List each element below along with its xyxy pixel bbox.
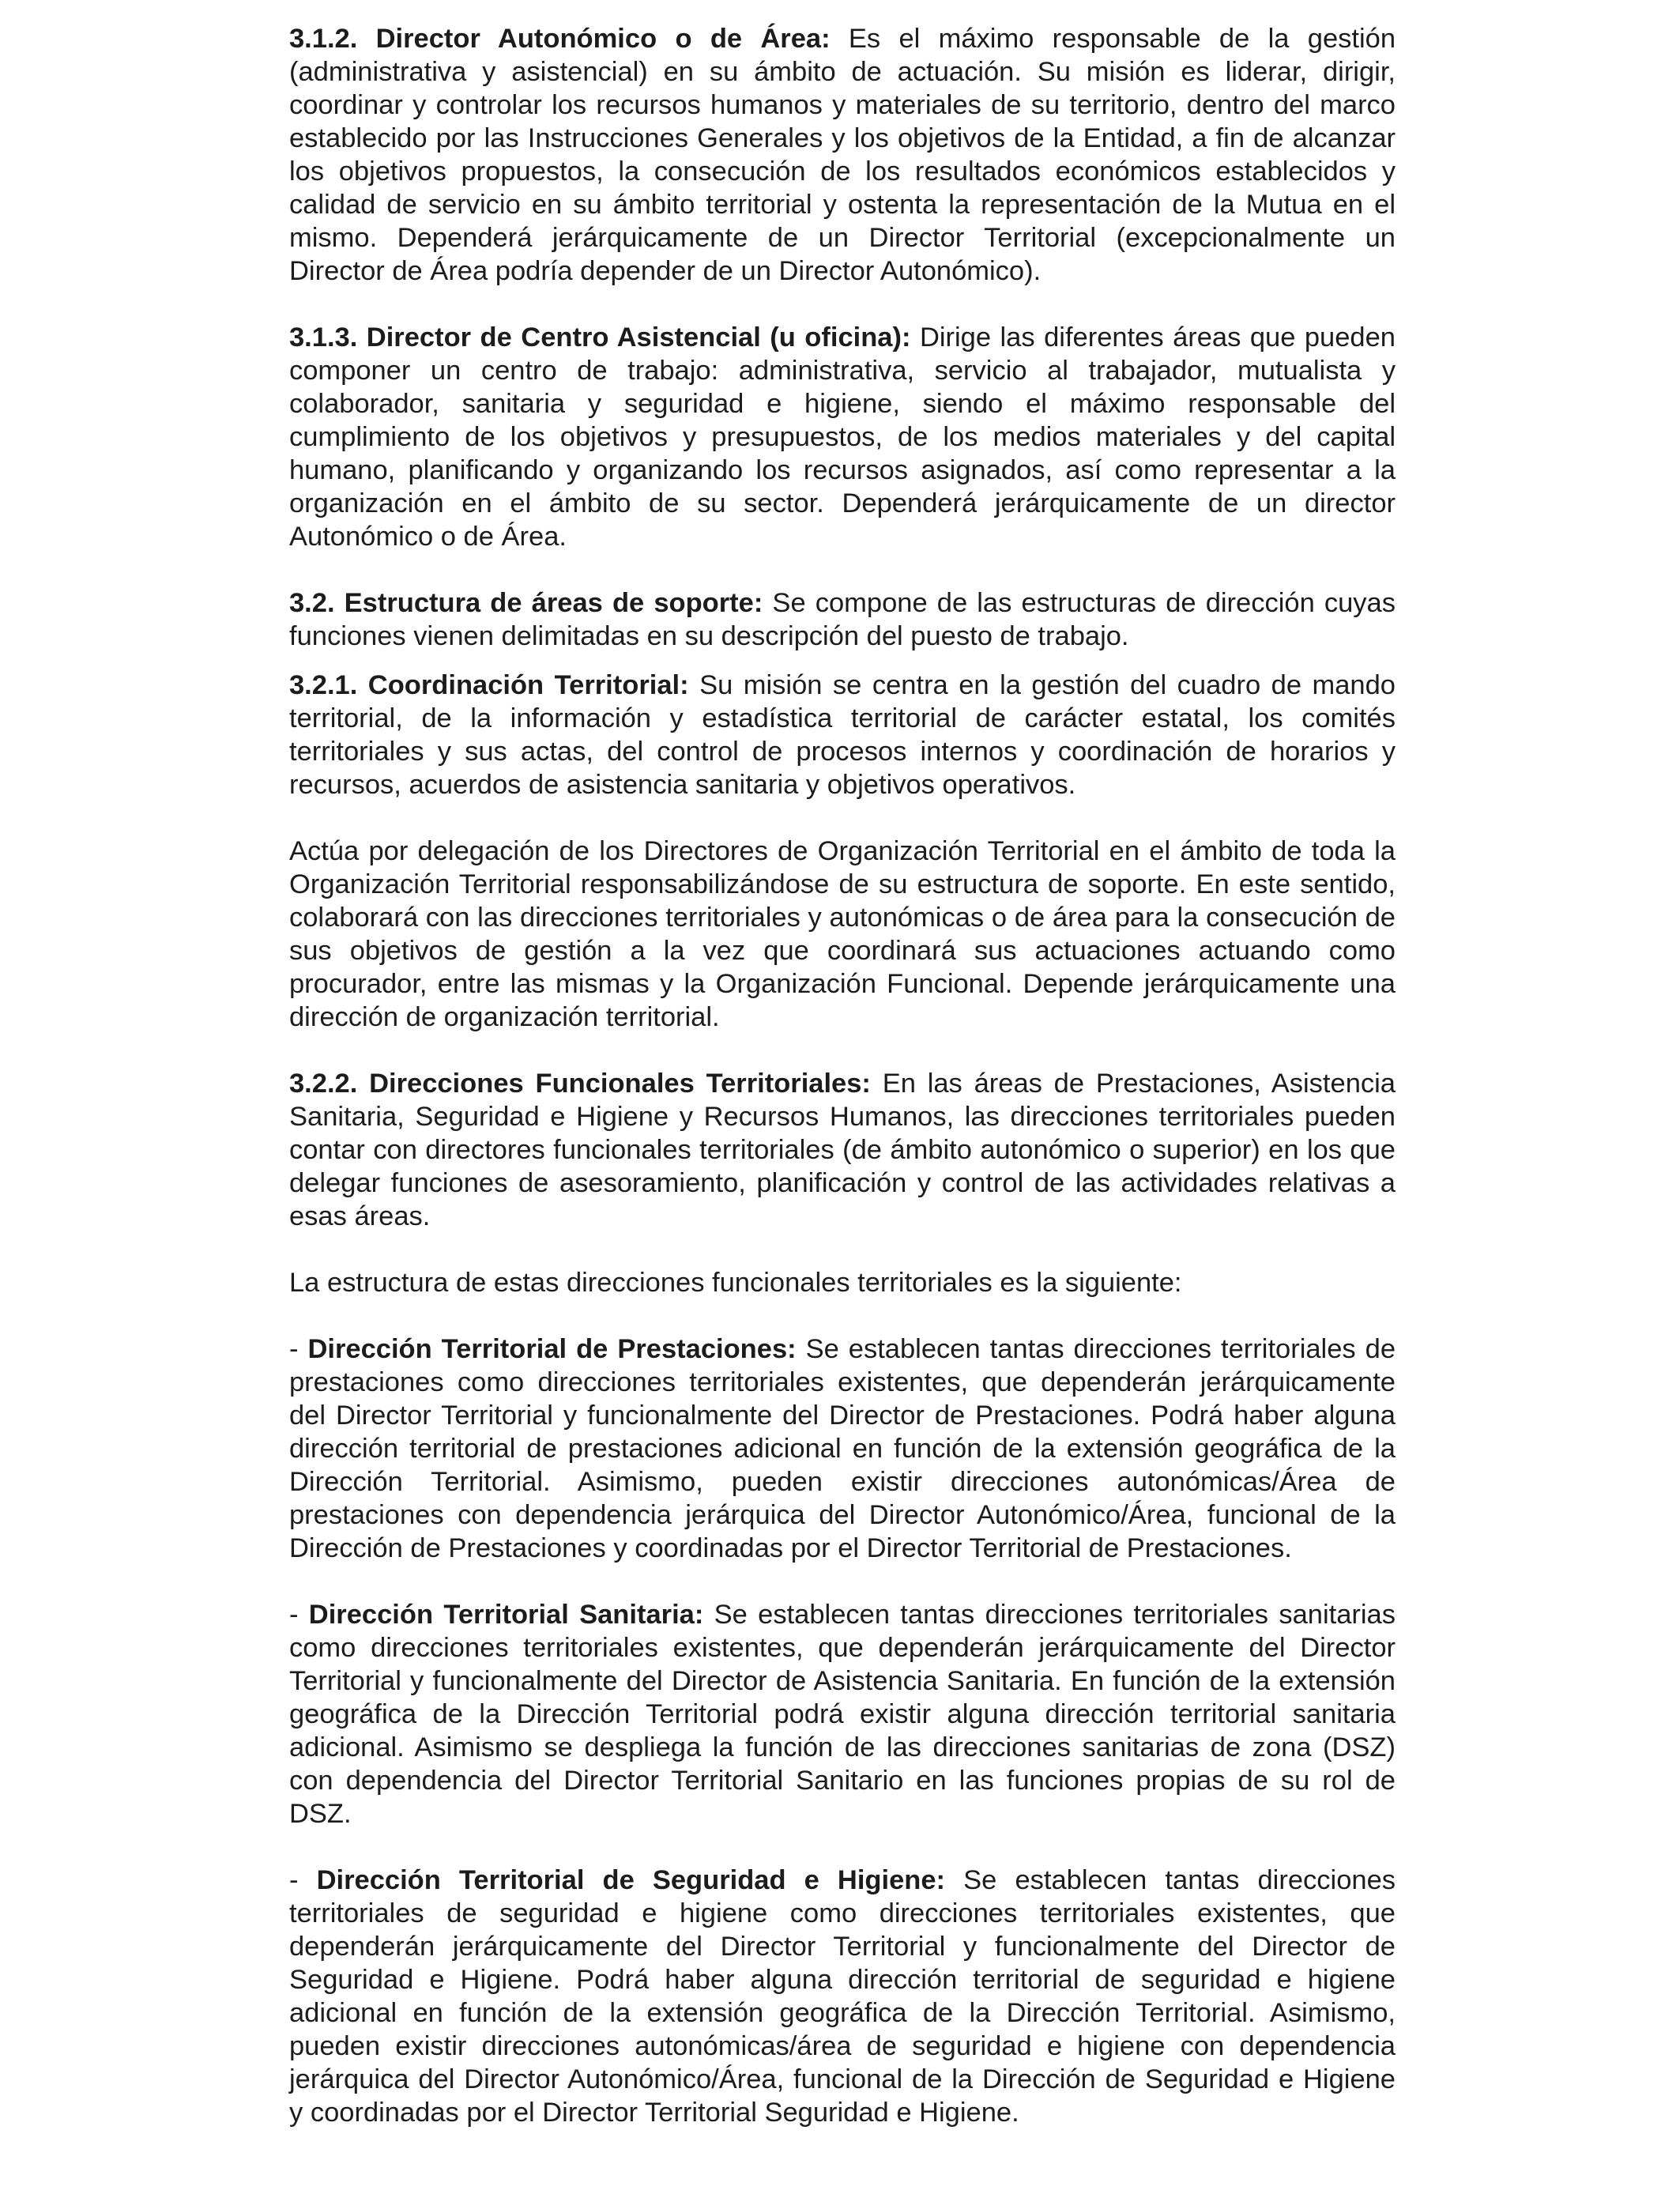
item-sanitaria: [289, 1598, 1396, 1830]
section-heading: 3.1.2. Director Autonómico o de Área:: [289, 24, 831, 54]
section-3-1-3: [289, 321, 1396, 553]
section-3-1-2: [289, 22, 1396, 288]
item-heading: Dirección Territorial Sanitaria:: [308, 1600, 704, 1630]
list-dash: -: [289, 1600, 309, 1630]
paragraph-estructura: [289, 1266, 1396, 1299]
item-body: Se establecen tantas direcciones territoriales sanitarias como direcciones territoriales existentes, que dependerán jerárquicamente del Director Territorial y funcionalmente del Director de Asistencia Sanitaria. En función de la extensión geográfica de la Dirección Territorial podrá existir alguna dirección territorial sanitaria adicional. Asimismo se despliega la función de las direcciones sanitarias de zona (DSZ) con dependencia del Director Territorial Sanitario en las funciones propias de su rol de DSZ.: [289, 1600, 1396, 1829]
section-3-2: [289, 586, 1396, 653]
section-heading: 3.1.3. Director de Centro Asistencial (u oficina):: [289, 322, 911, 352]
section-heading: 3.2.2. Direcciones Funcionales Territoriales:: [289, 1069, 871, 1099]
item-heading: Dirección Territorial de Prestaciones:: [307, 1334, 797, 1364]
section-3-2-2: [289, 1067, 1396, 1233]
item-body: Se establecen tantas direcciones territoriales de prestaciones como direcciones territoriales existentes, que dependerán jerárquicamente del Director Territorial y funcionalmente del Director de Prestaciones. Podrá haber alguna dirección territorial de prestaciones adicional en función de la extensión geográfica de la Dirección Territorial. Asimismo, pueden existir direcciones autonómicas/Área de prestaciones con dependencia jerárquica del Director Autonómico/Área, funcional de la Dirección de Prestaciones y coordinadas por el Director Territorial de Prestaciones.: [289, 1334, 1396, 1563]
section-heading: 3.2. Estructura de áreas de soporte:: [289, 588, 763, 618]
item-heading: Dirección Territorial de Seguridad e Higiene:: [316, 1865, 946, 1895]
list-dash: -: [289, 1334, 308, 1364]
item-body: Se establecen tantas direcciones territoriales de seguridad e higiene como direcciones territoriales existentes, que dependerán jerárquicamente del Director Territorial y funcionalmente del Director de Seguridad e Higiene. Podrá haber alguna dirección territorial de seguridad e higiene adicional en función de la extensión geográfica de la Dirección Territorial. Asimismo, pueden existir direcciones autonómicas/área de seguridad e higiene con dependencia jerárquica del Director Autonómico/Área, funcional de la Dirección de Seguridad e Higiene y coordinadas por el Director Territorial Seguridad e Higiene.: [289, 1865, 1396, 2128]
section-body: Su misión se centra en la gestión del cuadro de mando territorial, de la información y estadística territorial de carácter estatal, los comités territoriales y sus actas, del control de procesos internos y coordinación de horarios y recursos, acuerdos de asistencia sanitaria y objetivos operativos.: [289, 670, 1396, 800]
section-body: En las áreas de Prestaciones, Asistencia Sanitaria, Seguridad e Higiene y Recursos Humanos, las direcciones territoriales pueden contar con directores funcionales territoriales (de ámbito autonómico o superior) en los que delegar funciones de asesoramiento, planificación y control de las actividades relativas a esas áreas.: [289, 1069, 1396, 1231]
list-dash: -: [289, 1865, 317, 1895]
paragraph-body: La estructura de estas direcciones funcionales territoriales es la siguiente:: [289, 1268, 1182, 1298]
section-3-2-1: [289, 669, 1396, 801]
section-heading: 3.2.1. Coordinación Territorial:: [289, 670, 689, 700]
item-prestaciones: [289, 1333, 1396, 1565]
section-body: Es el máximo responsable de la gestión (administrativa y asistencial) en su ámbito de actuación. Su misión es liderar, dirigir, coordinar y controlar los recursos humanos y materiales de su territorio, dentro del marco establecido por las Instrucciones Generales y los objetivos de la Entidad, a fin de alcanzar los objetivos propuestos, la consecución de los resultados económicos establecidos y calidad de servicio en su ámbito territorial y ostenta la representación de la Mutua en el mismo. Dependerá jerárquicamente de un Director Territorial (excepcionalmente un Director de Área podría depender de un Director Autonómico).: [289, 24, 1396, 286]
paragraph-body: Actúa por delegación de los Directores de Organización Territorial en el ámbito de toda la Organización Territorial responsabilizándose de su estructura de soporte. En este sentido, colaborará con las direcciones territoriales y autonómicas o de área para la consecución de sus objetivos de gestión a la vez que coordinará sus actuaciones actuando como procurador, entre las mismas y la Organización Funcional. Depende jerárquicamente una dirección de organización territorial.: [289, 836, 1396, 1032]
item-seguridad: [289, 1864, 1396, 2129]
paragraph-actua: [289, 835, 1396, 1034]
section-body: Se compone de las estructuras de dirección cuyas funciones vienen delimitadas en su descripción del puesto de trabajo.: [289, 588, 1396, 651]
section-body: Dirige las diferentes áreas que pueden componer un centro de trabajo: administrativa, servicio al trabajador, mutualista y colaborador, sanitaria y seguridad e higiene, siendo el máximo responsable del cumplimiento de los objetivos y presupuestos, de los medios materiales y del capital humano, planificando y organizando los recursos asignados, así como representar a la organización en el ámbito de su sector. Dependerá jerárquicamente de un director Autonómico o de Área.: [289, 322, 1396, 552]
